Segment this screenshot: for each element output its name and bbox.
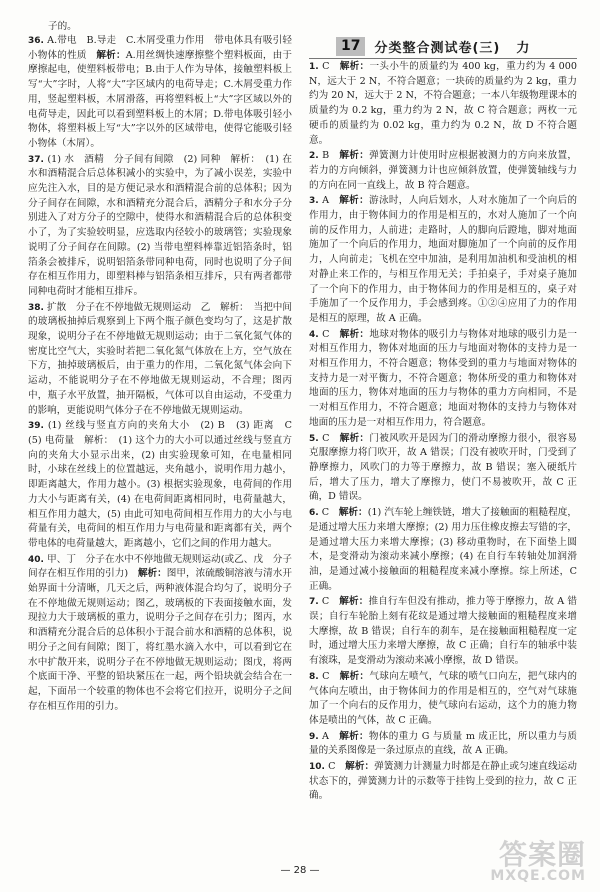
- explanation-text: (1) 汽车轮上缠铁链，增大了接触面的粗糙程度，是通过增大压力来增大摩擦；(2) 用力压住橡皮擦去写错的字，是通过增大压力来增大摩擦；(3) 移动重物时，在下面垫上圆木，是变滑动为滚动来减小摩擦；(4) 在自行车转轴处加润滑油，是通过减小接触面的粗糙程度来减小摩擦。综上所述，C 正确。: [309, 507, 577, 592]
- answer-text: B: [322, 150, 330, 162]
- page-number: — 28 —: [280, 865, 320, 876]
- answer-item: [309, 730, 577, 759]
- answer-item: [28, 153, 292, 300]
- explanation-label: 解析：: [137, 568, 167, 580]
- answer-item: [28, 553, 292, 715]
- explanation-text: 图甲，浓硫酸铜溶液与清水开始界面十分清晰，几天之后，两种液体混合均匀了，说明分子在不停地做无规则运动；图乙，玻璃板的下表面接触水面，发现拉力大于玻璃板的重力，说明分子之间存在引力；图丙，水和酒精充分混合后的总体积小于混合前水和酒精的总体积，说明分子之间有间隙；图丁，将红墨水滴入水中，可以看到它在水中扩散开来，说明分子在不停地做无规则运动；图戊，将两个底面干净、平整的铅块紧压在一起，两个铅块就会结合在一起，下面吊一个较重的物体也不会将它们拉开，说明分子之间存在相互作用的引力。: [28, 568, 293, 712]
- answer-item: [309, 60, 577, 148]
- explanation-label: 解析：: [339, 596, 369, 608]
- answer-text: C: [322, 328, 330, 340]
- answer-text: C: [321, 507, 330, 519]
- explanation-text: 弹簧测力计测量力时都是在静止或匀速直线运动状态下的，弹簧测力计的示数等于挂钩上受到的拉力，故 C 正确。: [309, 761, 578, 802]
- top-continuation-text: 子的。: [48, 21, 77, 32]
- question-number: 37.: [28, 154, 44, 165]
- section-divider: [309, 58, 577, 59]
- question-number: 8.: [309, 671, 319, 682]
- question-number: 39.: [28, 421, 44, 432]
- question-number: 5.: [309, 433, 319, 444]
- question-number: 38.: [28, 302, 44, 313]
- explanation-text: (1) 在水和酒精混合后总体积减小的实验中，为了减小误差，实验中应先注入水，目的是方便记录水和酒精混合前的总体积；因为分子间存在间隙，水和酒精充分混合后，酒精分子和水分子分别进入了对方分子的空隙中，使得水和酒精混合后的总体积变小了，为了实验较明显，应选取内径较小的玻璃管；实验现象说明了分子间存在间隙。(2) 当带电塑料棒靠近铝箔条时，铝箔条会被排斥，说明铝箔条带同种电荷，同时也说明了分子间存在相互作用力，即塑料棒与铝箔条相互排斥，只有两者都带同种电荷时才能相互排斥。: [28, 153, 293, 297]
- explanation-text: 门被风吹开是因为门的滑动摩擦力很小，很容易克服摩擦力将门吹开，故 A 错误；门没有被吹开时，门受到了静摩擦力，风吹门的力等于摩擦力，故 B 错误；塞入硬纸片后，增大了压力，增大了摩擦力，使门不易被吹开，故 C 正确，D 错误。: [309, 432, 578, 503]
- answer-item: [309, 595, 577, 669]
- question-number: 36.: [28, 36, 44, 46]
- answer-text: A: [322, 730, 329, 742]
- explanation-label: 解析：: [339, 195, 370, 207]
- question-number: 7.: [309, 597, 319, 608]
- explanation-label: 解析：: [339, 328, 370, 340]
- question-number: 1.: [309, 62, 319, 72]
- answer-item: [28, 419, 302, 551]
- watermark-url: MXQE.COM: [490, 868, 586, 884]
- explanation-text: 弹簧测力计使用时应根据被测力的方向来放置，若力的方向倾斜，弹簧测力计也应倾斜放置，使弹簧轴线与力的方向在同一直线上，故 B 符合题意。: [309, 150, 578, 191]
- answer-text: 甲、丁 分子在水中不停地做无规则运动(或乙、戊 分子间存在相互作用的引力): [28, 553, 292, 580]
- explanation-text: (1) 这个力的大小可以通过丝线与竖直方向的夹角大小显示出来，(2) 由实验现象可知，在电量相同时，小球在丝线上的位置越远，夹角越小，说明作用力越小，即距离越大，作用力越小。(3) 根据实验现象，电荷间的作用力大小与距离有关，(4) 在电荷间距离相同时，电荷量越大，相互作用力越大，(5) 由此可知电荷间相互作用力的大小与电荷量有关，电荷间的相互作用力与电荷量和距离都有关，两个带电体的电荷量越大，距离越小，它们之间的作用力越大。: [28, 434, 293, 549]
- explanation-label: 解析：: [339, 730, 369, 742]
- answer-text: C: [321, 596, 330, 608]
- explanation-text: 物体的重力 G 与质量 m 成正比，所以重力与质量的关系图像是一条过原点的直线，故 A 正确。: [309, 730, 577, 757]
- watermark-text: 答案圈: [498, 838, 586, 871]
- right-column: [309, 60, 577, 805]
- question-number: 6.: [309, 508, 319, 519]
- answer-item: [309, 760, 577, 804]
- watermark-logo: [490, 838, 586, 884]
- explanation-label: 解析：: [339, 61, 370, 72]
- explanation-text: 当把中间的玻璃板抽掉后观察到上下两个瓶子颜色变均匀了，这是扩散现象，说明分子在不停地做无规则运动；由于二氧化氮气体的密度比空气大，实验时若把二氧化氮气体放在上方，空气放在下方，抽掉玻璃板后，由于重力的作用，二氧化氮气体会向下运动，不能说明分子在不停地做无规则运动，不合理；图丙中，瓶子水平放置，抽开隔板，气体可以自由运动，不受重力的影响，更能说明气体分子在不停地做无规则运动。: [28, 301, 293, 416]
- answer-text: A.带电 B.导走 C.木屑受重力作用 带电体具有吸引轻小物体的性质: [28, 35, 292, 61]
- explanation-label: 解析：: [345, 761, 375, 773]
- answer-item: [309, 328, 577, 431]
- answer-text: 扩散 分子在不停地做无规则运动 乙 解析：: [47, 301, 244, 313]
- answer-item: [309, 194, 577, 326]
- question-number: 40.: [28, 554, 44, 565]
- answer-item: [28, 301, 292, 419]
- section-title: 分类整合测试卷(三): [374, 40, 501, 56]
- answer-item: [309, 432, 577, 506]
- explanation-text: 气球向左喷气，气球的喷气口向左，把气球内的气体向左喷出，由于物体间力的作用是相互的，空气对气球施加了一个向右的反作用力，使气球向右运动，这个力的施力物体是喷出的气体，故 C 正确。: [309, 670, 578, 726]
- explanation-text: 游泳时，人向后划水，人对水施加了一个向后的作用力，由于物体间力的作用是相互的，水对人施加了一个向前的反作用力，人前进；走路时，人的脚向后蹬地，脚对地面施加了一个向后的作用力，地面对脚施加了一个向前的反作用力，人向前走；飞机在空中加油，是利用加油机和受油机的相对静止来工作的，与相互作用无关；手拍桌子，手对桌子施加了一个向下的作用力，由于物体间力的作用是相互的，桌子对手施加了一个反作用力，手会感到疼。①②④应用了力的作用是相互的原理，故 A 正确。: [309, 195, 578, 324]
- explanation-label: 解析：: [339, 432, 370, 444]
- explanation-label: 解析：: [339, 670, 370, 682]
- section-number: 17: [336, 37, 365, 56]
- answer-text: C: [322, 61, 330, 72]
- question-number: 4.: [309, 329, 319, 340]
- explanation-text: A.用丝绸快速摩擦整个塑料板面，由于摩擦起电，使塑料板带电；B.由于人作为导体，接触塑料板上写“大”字时，人将“大”字区域内的电荷导走；C.木屑受重力作用，竖起塑料板，木屑滑落，再将塑料板上“大”字区域以外的电荷导走，因此可以看到塑料板上的木屑；D.带电体吸引轻小物体，将塑料板上写“大”字以外的区域带电，使得它能吸引轻小物体（木屑）。: [28, 49, 293, 149]
- question-number: 2.: [309, 151, 319, 162]
- answer-text: C: [322, 432, 330, 444]
- question-number: 10.: [309, 762, 325, 773]
- explanation-label: 解析：: [338, 507, 368, 519]
- question-number: 3.: [309, 196, 319, 207]
- explanation-text: 一头小牛的质量约为 400 kg，重力约为 4 000 N，远大于 2 N，不符合题意；一块砖的质量约为 2 kg，重力约为 20 N，远大于 2 N，不符合题意；一本八年级物理课本的质量约为 0.2 kg，重力约为 2 N，故 C 符合题意；两枚一元硬币的质量约为 0.02 kg，重力约为 0.2 N，故 D 不符合题意。: [309, 61, 577, 146]
- section-topic: 力: [516, 40, 530, 56]
- explanation-label: 解析：: [96, 49, 126, 61]
- answer-item: [309, 149, 577, 193]
- left-column: [28, 34, 302, 715]
- answer-text: (1) 丝线与竖直方向的夹角大小 (2) B (3) 距离 C (5) 电荷量 解析：: [28, 420, 302, 446]
- answer-text: A: [322, 195, 330, 207]
- section-header: [336, 36, 529, 56]
- explanation-label: 解析：: [339, 150, 370, 162]
- explanation-text: 推自行车但没有推动，推力等于摩擦力，故 A 错误；自行车轮胎上刻有花纹是通过增大接触面的粗糙程度来增大摩擦，故 B 错误；自行车的刹车，是在接触面粗糙程度一定时，通过增大压力来增大摩擦，故 C 正确；自行车的轴承中装有滚珠，是变滑动为滚动来减小摩擦，故 D 错误。: [309, 596, 577, 667]
- answer-item: [309, 506, 577, 594]
- explanation-text: 地球对物体的吸引力与物体对地球的吸引力是一对相互作用力，物体对地面的压力与地面对物体的支持力是一对相互作用力，不符合题意；物体受到的重力与地面对物体的支持力是一对平衡力，不符合题意；物体所受的重力和物体对地面的压力，物体对地面的压力与物体的重力方向相同，不是一对相互作用力，不符合题意；地面对物体的支持力与物体对地面的压力是一对相互作用力，符合题意。: [309, 328, 578, 428]
- answer-text: C: [322, 670, 330, 682]
- answer-item: [28, 34, 292, 152]
- answer-item: [309, 670, 577, 729]
- answer-text: (1) 水 酒精 分子间有间隙 (2) 同种 解析：: [47, 153, 256, 165]
- answer-text: C: [328, 761, 336, 773]
- question-number: 9.: [309, 731, 319, 742]
